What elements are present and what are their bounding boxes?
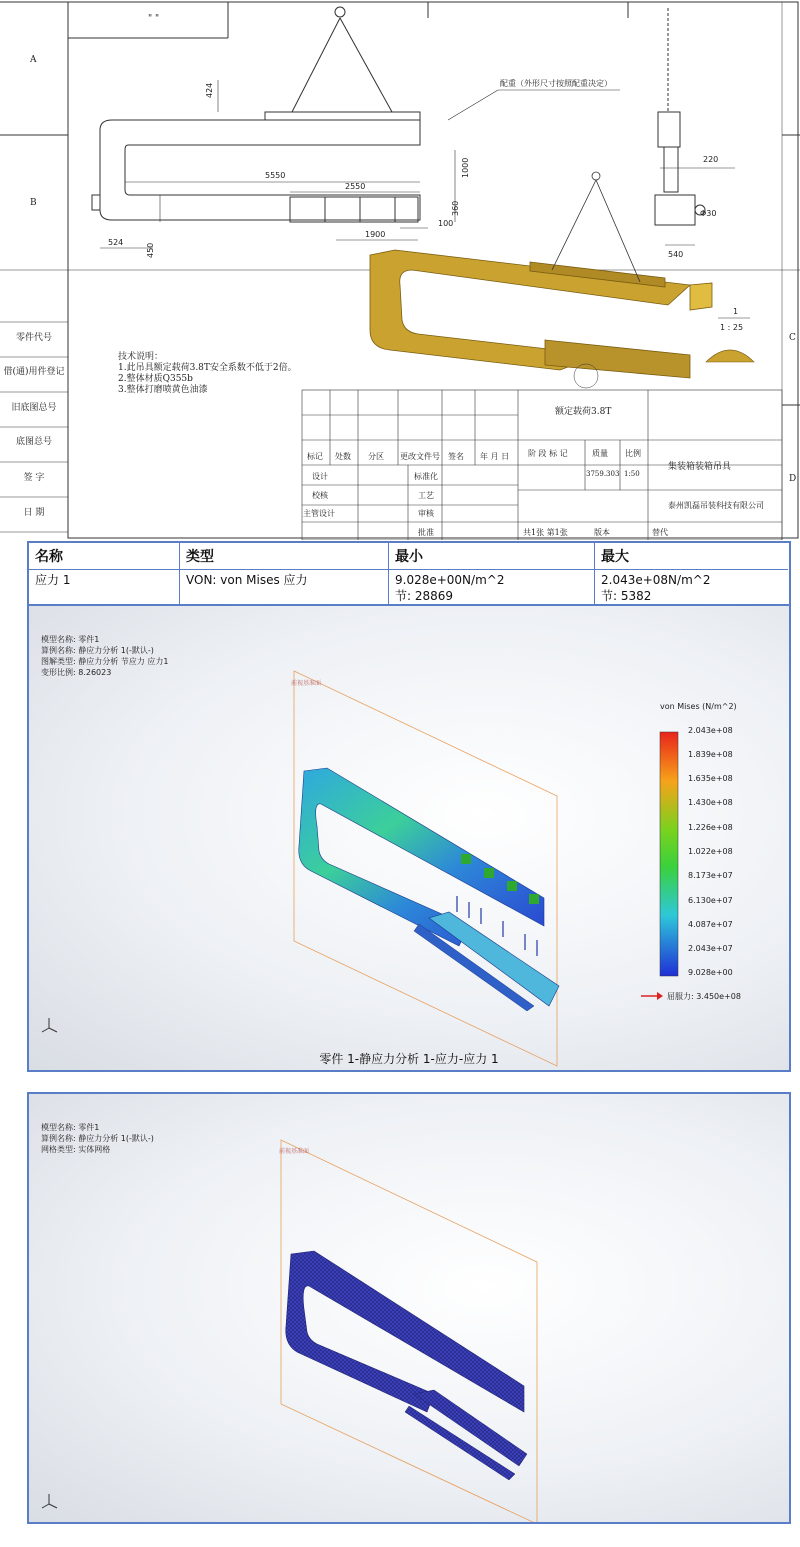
version-label: 版本 xyxy=(594,528,610,537)
dim-424: 424 xyxy=(205,82,214,98)
scale-label: 比例 xyxy=(625,449,641,458)
scale-top: 1 xyxy=(733,307,739,316)
dim-5550: 5550 xyxy=(265,171,286,180)
tech-note-title: 技术说明： xyxy=(118,352,164,362)
stage-label: 阶 段 标 记 xyxy=(528,449,568,458)
col-header-max: 最大 xyxy=(595,543,788,569)
row-chief: 主管设计 xyxy=(303,509,335,518)
yield-arrow-head xyxy=(657,992,663,1000)
mesh-meta-type: 网格类型: 实体网格 xyxy=(41,1145,111,1154)
mid-standard: 标准化 xyxy=(414,472,438,481)
triad-icon xyxy=(42,1018,57,1032)
product-name: 集装箱装箱吊具 xyxy=(668,462,732,472)
cell-max xyxy=(595,569,788,606)
side-label-part-code: 零件代号 xyxy=(15,333,52,343)
results-table-header xyxy=(29,543,789,569)
stress-meta-model: 模型名称: 零件1 xyxy=(41,635,100,644)
dim-100: 100 xyxy=(438,219,454,228)
cell-name: 应力 1 xyxy=(29,569,180,606)
mesh-c-frame xyxy=(286,1251,524,1412)
mesh-model-view xyxy=(29,1094,789,1522)
table-row xyxy=(29,569,789,606)
tech-note-2: 2.整体材质Q355b xyxy=(118,374,193,384)
mass-label: 质量 xyxy=(592,449,608,458)
side-label-drawing-no: 底图总号 xyxy=(15,437,52,447)
min-node: 节: 28869 xyxy=(395,589,454,603)
mid-process: 工艺 xyxy=(418,491,434,500)
legend-tick-3: 1.430e+08 xyxy=(688,798,733,807)
hdr-zone: 分区 xyxy=(368,452,384,461)
dim-450: 450 xyxy=(146,242,155,258)
dim-30: Φ30 xyxy=(700,209,717,218)
hdr-date: 年 月 日 xyxy=(480,452,510,461)
yield-label: 屈服力: 3.450e+08 xyxy=(667,992,741,1001)
hdr-count: 处数 xyxy=(335,452,351,461)
dim-2550: 2550 xyxy=(345,182,366,191)
legend-title: von Mises (N/m^2) xyxy=(660,702,737,711)
zone-b: B xyxy=(30,198,37,208)
top-label: " " xyxy=(148,14,160,24)
mesh-meta-study: 算例名称: 静应力分析 1(-默认-) xyxy=(41,1134,154,1143)
zone-c: C xyxy=(789,333,796,343)
stress-caption: 零件 1-静应力分析 1-应力-应力 1 xyxy=(319,1052,499,1066)
col-header-name: 名称 xyxy=(29,543,180,569)
legend-tick-4: 1.226e+08 xyxy=(688,823,733,832)
dim-540: 540 xyxy=(668,250,684,259)
col-header-type: 类型 xyxy=(180,543,389,569)
stress-lower-arm xyxy=(429,912,559,1006)
stress-meta-study: 算例名称: 静应力分析 1(-默认-) xyxy=(41,646,154,655)
zone-a: A xyxy=(30,55,37,65)
cell-min xyxy=(389,569,595,606)
results-table xyxy=(27,541,791,608)
front-view xyxy=(92,7,420,222)
side-label-date: 日 期 xyxy=(23,508,45,518)
legend-tick-0: 2.043e+08 xyxy=(688,726,733,735)
max-node: 节: 5382 xyxy=(601,589,652,603)
tech-note-3: 3.整体打磨喷黄色油漆 xyxy=(118,385,208,395)
rated-load: 额定载荷3.8T xyxy=(555,407,612,417)
stress-plot-panel xyxy=(27,604,791,1072)
stress-meta-scale: 变形比例: 8.26023 xyxy=(41,668,112,677)
sheet-info: 共1张 第1张 xyxy=(523,528,568,537)
mesh-triad-icon xyxy=(42,1494,57,1508)
dim-360: 360 xyxy=(451,200,460,216)
legend-tick-10: 9.028e+00 xyxy=(688,968,733,977)
legend-tick-6: 8.173e+07 xyxy=(688,871,733,880)
iso-model xyxy=(370,172,712,388)
scale-bottom: 1 : 25 xyxy=(720,323,744,332)
mesh-plane-label: 前视基准面 xyxy=(279,1148,310,1155)
legend-tick-7: 6.130e+07 xyxy=(688,896,733,905)
dim-1900: 1900 xyxy=(365,230,386,239)
mesh-plot-panel xyxy=(27,1092,791,1524)
tech-notes xyxy=(118,352,297,396)
scale-value: 1:50 xyxy=(624,470,640,478)
col-header-min: 最小 xyxy=(389,543,595,569)
legend-tick-9: 2.043e+07 xyxy=(688,944,733,953)
cell-type: VON: von Mises 应力 xyxy=(180,569,389,606)
row-check: 校核 xyxy=(312,491,328,500)
side-label-shared-part: 借(通)用件登记 xyxy=(3,367,65,377)
row-design: 设计 xyxy=(312,472,328,481)
company-name: 泰州凯磊吊装科技有限公司 xyxy=(668,501,764,510)
tech-note-1: 1.此吊具额定载荷3.8T安全系数不低于2倍。 xyxy=(118,363,297,373)
mass-value: 3759.303 xyxy=(586,470,620,478)
side-label-old-drawing: 旧底图总号 xyxy=(11,403,57,413)
dim-220: 220 xyxy=(703,155,719,164)
legend-tick-5: 1.022e+08 xyxy=(688,847,733,856)
hdr-mark: 标记 xyxy=(307,452,323,461)
legend-tick-8: 4.087e+07 xyxy=(688,920,733,929)
mid-approve: 批准 xyxy=(418,528,434,537)
dim-1000: 1000 xyxy=(461,157,470,178)
callout-counterweight: 配重（外形尺寸按照配重决定） xyxy=(500,79,612,88)
zone-d: D xyxy=(789,474,797,484)
legend-color-bar xyxy=(660,732,678,976)
stress-c-frame xyxy=(299,768,544,946)
legend-tick-2: 1.635e+08 xyxy=(688,774,733,783)
min-value: 9.028e+00N/m^2 xyxy=(395,573,505,587)
stress-meta-plot: 图解类型: 静应力分析 节应力 应力1 xyxy=(41,657,169,666)
dim-524: 524 xyxy=(108,238,124,247)
side-label-signature: 签 字 xyxy=(23,473,45,483)
legend-tick-1: 1.839e+08 xyxy=(688,750,733,759)
mesh-meta-model: 模型名称: 零件1 xyxy=(41,1123,100,1132)
side-view xyxy=(655,8,735,245)
stress-plane-label: 前视基准面 xyxy=(291,680,322,687)
replace-label: 替代 xyxy=(652,528,668,537)
max-value: 2.043e+08N/m^2 xyxy=(601,573,711,587)
hdr-sign: 签名 xyxy=(448,452,464,461)
hdr-change-doc: 更改文件号 xyxy=(400,452,440,461)
engineering-drawing xyxy=(0,0,800,540)
mid-review: 审核 xyxy=(418,509,434,518)
